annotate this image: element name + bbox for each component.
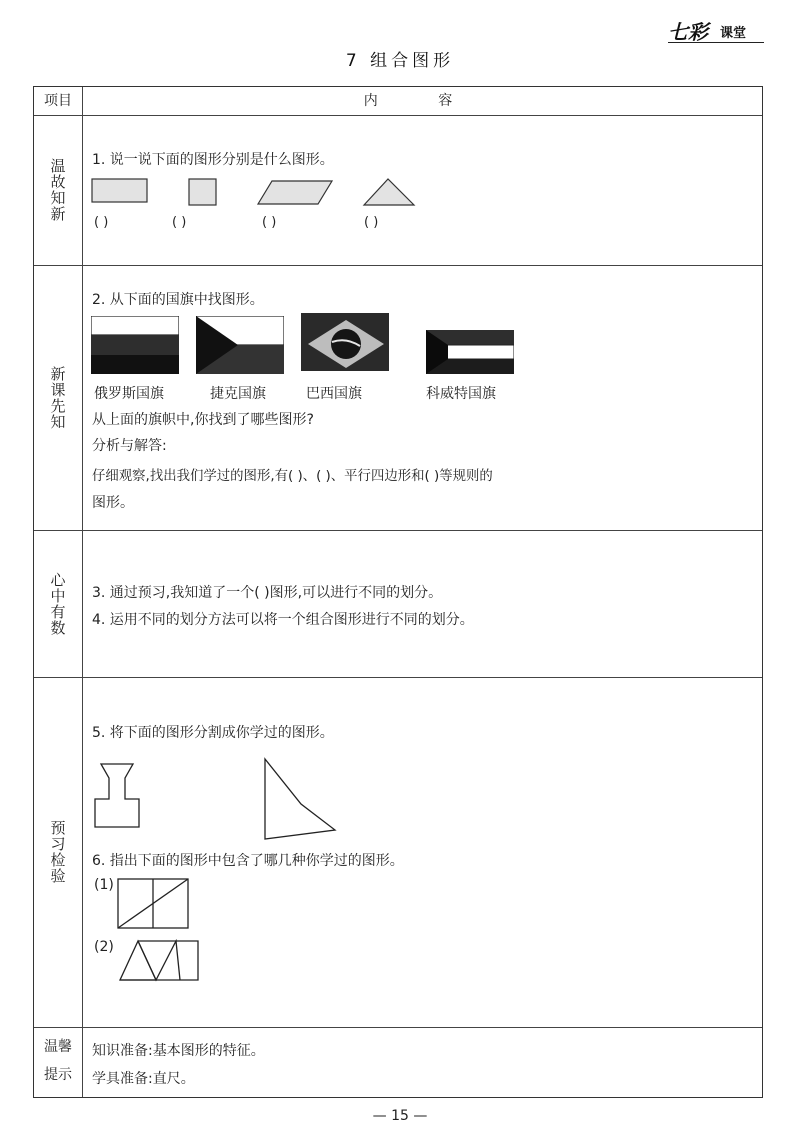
square-shape [189,179,216,205]
question-4: 4. 运用不同的划分方法可以将一个组合图形进行不同的划分。 [92,612,474,628]
brand-logo [668,18,764,46]
section-label-tips-2: 提示 [44,1067,72,1083]
worksheet-table [33,86,763,1098]
analysis-label: 分析与解答: [92,438,167,454]
tip-line-2: 学具准备:直尺。 [92,1071,195,1087]
question-6: 6. 指出下面的图形中包含了哪几种你学过的图形。 [92,853,404,869]
row-divider [34,1027,762,1028]
composite-shape-2 [265,759,335,839]
parallelogram-shape [258,181,332,204]
flag-caption-czech: 捷克国旗 [210,386,266,402]
basic-shapes [90,175,430,211]
header-content: 内 容 [363,93,481,109]
answer-blank[interactable]: ( ) [262,215,277,230]
flag-question: 从上面的旗帜中,你找到了哪些图形? [92,412,314,428]
section-label-new: 新课先知 [48,365,67,430]
brand-logo-sub: 课堂 [720,26,747,41]
rectangle-shape [92,179,147,202]
question-2: 2. 从下面的国旗中找图形。 [92,292,264,308]
brand-logo-main: 七彩 [668,20,708,44]
page-title: 7 组合图形 [345,51,455,71]
brand-underline [668,42,764,43]
header-item: 项目 [44,93,72,109]
section-label-mind: 心中有数 [48,571,67,636]
section-label-review: 温故知新 [48,158,67,222]
flag-caption-russia: 俄罗斯国旗 [94,386,164,402]
question-5: 5. 将下面的图形分割成你学过的图形。 [92,725,334,741]
flag-caption-kuwait: 科威特国旗 [426,386,496,402]
russia-flag [91,316,179,374]
column-divider [82,87,83,1097]
row-divider [34,115,762,116]
composite-shape-1 [95,764,139,827]
figure-6-2 [118,939,202,983]
answer-blank[interactable]: ( ) [94,215,109,230]
answer-line-1: 仔细观察,找出我们学过的图形,有( )、( )、平行四边形和( )等规则的 [92,469,493,484]
answer-line-2: 图形。 [92,495,134,511]
question-3: 3. 通过预习,我知道了一个( )图形,可以进行不同的划分。 [92,585,443,601]
brazil-flag [301,313,389,371]
section-label-check: 预习检验 [48,820,67,884]
page-number: — 15 — [372,1108,428,1124]
sub-label-1: (1) [94,877,114,893]
sub-label-2: (2) [94,939,114,955]
answer-blank[interactable]: ( ) [172,215,187,230]
row-divider [34,677,762,678]
flag-caption-brazil: 巴西国旗 [306,386,362,402]
tip-line-1: 知识准备:基本图形的特征。 [92,1043,265,1059]
row-divider [34,265,762,266]
row-divider [34,530,762,531]
kuwait-flag [426,330,514,388]
question-1: 1. 说一说下面的图形分别是什么图形。 [92,152,334,168]
answer-blank[interactable]: ( ) [364,215,379,230]
section-label-tips-1: 温馨 [44,1039,72,1055]
figure-6-1 [116,877,192,933]
czech-flag [196,316,284,374]
q5-figures [91,757,341,847]
triangle-shape [364,179,414,205]
